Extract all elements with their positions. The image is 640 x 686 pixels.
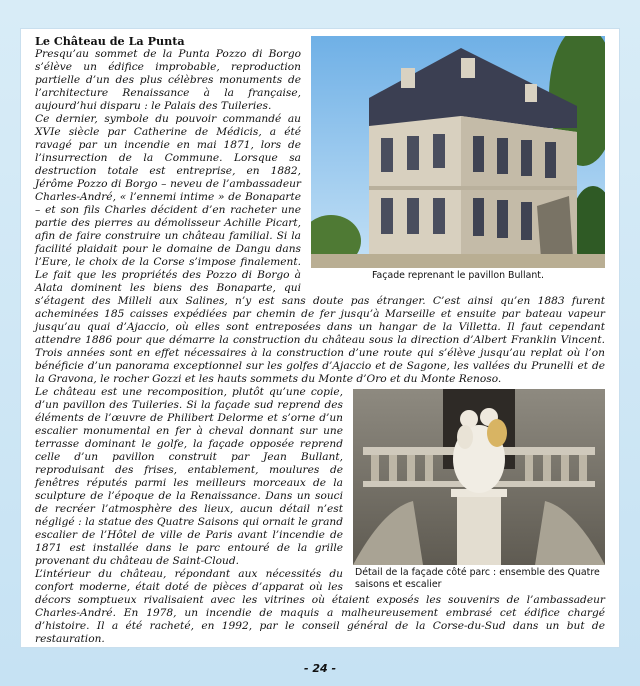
paragraph-3: Le château est une recomposition, plutôt qu’une copie, d’un pavillon des Tuileries. Si la façade sud reprend des éléments de l’œuvre de Philibert Delorme et s’orne d’un escalier monumental en fer à cheval donnant sur une terrasse dominant le golfe, la façade opposée reprend celle d’un pavillon construit par Jean Bullant, reproduisant des frises, entablement, moulures de fenêtres réputés parmi les meilleurs morceaux de la sculpture de l’époque de la Renaissance. Dans un souci de recréer l’atmosphère des lieux, aucun détail n’est négligé : la statue des Quatre Saisons qui ornait le grand escalier de l’Hôtel de ville de Paris avant l’incendie de 1871 est installée dans le parc entouré de la grille provenant du château de Saint-Cloud. (35, 386, 343, 567)
paragraph-1: Presqu’au sommet de la Punta Pozzo di Borgo s’élève un édifice improbable, reproduction partielle d’un des plus célèbres monuments de l’architecture Renaissance à la française, aujourd’hui disparu : le Palais des Tuileries. (35, 48, 301, 112)
photo-chateau-facade (311, 36, 605, 268)
article-body (35, 35, 605, 646)
figure-quatre-saisons (353, 389, 605, 591)
page-sheet (20, 28, 620, 648)
photo-quatre-saisons (353, 389, 605, 565)
paragraph-2: Ce dernier, symbole du pouvoir commandé au XVIe siècle par Catherine de Médicis, a été ravagé par un incendie en mai 1871, lors de l’insurrection de la Commune. Lorsque sa destruction totale est entreprise, en 1882, Jérôme Pozzo di Borgo – neveu de l’ambassadeur Charles-André, « l’ennemi intime » de Bonaparte – et son fils Charles décident d’en racheter une partie des pierres au démolisseur Achille Picart, afin de faire construire un château familial. Si la facilité plaidait pour le domaine de Dangu dans l’Eure, le choix de la Corse s’impose finalement. Le fait que les propriétés des Pozzo di Borgo à Alata dominent les biens des Bonaparte, qui s’étagent des Milleli aux Salines, n’y est sans doute pas étranger. C’est ainsi qu’en 1883 furent acheminées 185 caisses expédiées par chemin de fer jusqu’à Marseille et ensuite par bateau vapeur jusqu’au quai d’Ajaccio, où elles sont entreposées dans un hangar de la Villetta. Il faut cependant attendre 1886 pour que démarre la construction du château sous la direction d’Albert Franklin Vincent. Trois années sont en effet nécessaires à la construction d’une route qui s’élève jusqu’au replat où l’on bénéficie d’un panorama exceptionnel sur les golfes d’Ajaccio et de Sagone, les vallées du Prunelli et de la Gravona, le rocher Gozzi et les hauts sommets du Monte d’Oro et du Monte Renoso. (35, 113, 605, 385)
paragraph-4: L’intérieur du château, répondant aux nécessités du confort moderne, était doté de pièces d’apparat où les décors somptueux rivalisaient avec les vitrines où étaient exposés les souvenirs de l’ambassadeur Charles-André. En 1978, un incendie de maquis a malheureusement embrasé cet édifice chargé d’histoire. Il a été racheté, en 1992, par le conseil général de la Corse-du-Sud dans un but de restauration. (35, 568, 605, 645)
figure-chateau-facade (311, 36, 605, 282)
figure-caption-1: Façade reprenant le pavillon Bullant. (372, 270, 544, 281)
page-number: - 24 - (303, 662, 337, 675)
article-title: Le Château de La Punta (35, 34, 185, 48)
figure-caption-2: Détail de la façade côté parc : ensemble des Quatre saisons et escalier (355, 567, 600, 590)
